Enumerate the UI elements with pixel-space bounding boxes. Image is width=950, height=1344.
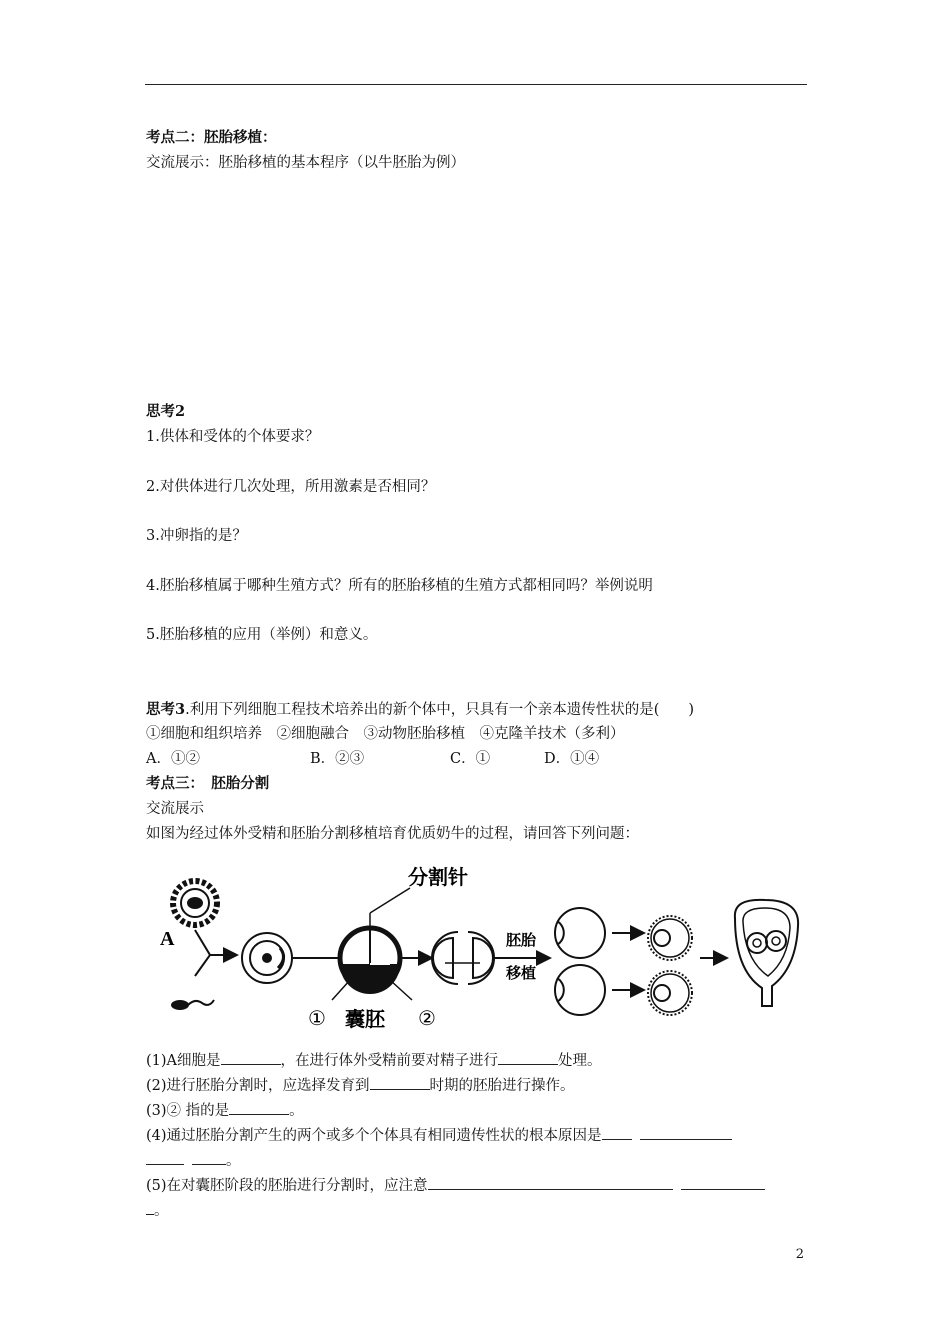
section2-title: 考点二：胚胎移植：	[146, 129, 277, 146]
label-2: ②	[418, 1006, 436, 1030]
question-5: (5)在对囊胚阶段的胚胎进行分割时，应注意	[146, 1174, 765, 1196]
blank-5a[interactable]	[428, 1174, 673, 1190]
pointer-1	[332, 980, 350, 1000]
blank-4b[interactable]	[640, 1124, 732, 1140]
question-4-cont: 。	[146, 1149, 241, 1171]
hatching-embryo-top	[648, 916, 692, 960]
blastocyst	[340, 928, 400, 994]
blank-3[interactable]	[229, 1099, 289, 1115]
blank-4a[interactable]	[602, 1124, 632, 1140]
choice-a: A．①②	[146, 751, 200, 767]
uterus-with-twins	[735, 900, 798, 1006]
label-a: A	[160, 928, 175, 950]
think2-q5: 5.胚胎移植的应用（举例）和意义。	[146, 627, 378, 643]
think3-question-line	[146, 700, 694, 720]
question-1: (1)A细胞是 ，在进行体外受精前要对精子进行 处理。	[146, 1049, 602, 1071]
header-rule	[145, 84, 807, 85]
half-embryo-bottom	[555, 965, 605, 1015]
question-5-cont: 。	[146, 1199, 169, 1221]
label-needle: 分割针	[408, 865, 468, 889]
choice-d: D．①④	[544, 751, 600, 767]
section3-intro: 交流展示	[146, 801, 204, 817]
question-3: (3)② 指的是 。	[146, 1099, 304, 1121]
blank-2[interactable]	[370, 1074, 430, 1090]
hatching-embryo-bottom	[648, 971, 692, 1015]
oocyte-a	[173, 881, 217, 925]
half-embryo-top	[555, 908, 605, 958]
blank-1a[interactable]	[221, 1049, 281, 1065]
think3-options-line: ①细胞和组织培养 ②细胞融合 ③动物胚胎移植 ④克隆羊技术（多利）	[146, 726, 625, 742]
fertilization-join-line	[195, 930, 210, 976]
needle-pointer	[370, 888, 410, 913]
zygote	[242, 933, 292, 983]
blank-5b[interactable]	[681, 1174, 765, 1190]
question-4: (4)通过胚胎分割产生的两个或多个个体具有相同遗传性状的根本原因是	[146, 1124, 732, 1146]
think3-question: .利用下列细胞工程技术培养出的新个体中，只具有一个亲本遗传性状的是( )	[185, 702, 695, 718]
section2-intro: 交流展示：胚胎移植的基本程序（以牛胚胎为例）	[146, 155, 465, 171]
blank-1b[interactable]	[498, 1049, 558, 1065]
page-number: 2	[795, 1247, 804, 1262]
question-2: (2)进行胚胎分割时，应选择发育到 时期的胚胎进行操作。	[146, 1074, 575, 1096]
think2-q2: 2.对供体进行几次处理，所用激素是否相同？	[146, 479, 436, 495]
label-transfer-1: 胚胎	[506, 931, 537, 949]
think2-q3: 3.冲卵指的是？	[146, 528, 247, 544]
think2-title: 思考2	[146, 403, 186, 420]
section3-title: 考点三： 胚胎分割	[146, 775, 270, 792]
blank-4c[interactable]	[146, 1149, 184, 1165]
choice-c: C．①	[450, 751, 491, 767]
embryo-splitting-diagram	[150, 858, 810, 1043]
sperm	[171, 1000, 214, 1010]
think2-q4: 4.胚胎移植属于哪种生殖方式？所有的胚胎移植的生殖方式都相同吗？举例说明	[146, 578, 653, 594]
blank-5c[interactable]	[146, 1199, 154, 1215]
label-1: ①	[308, 1006, 326, 1030]
blank-4d[interactable]	[192, 1149, 226, 1165]
section3-desc: 如图为经过体外受精和胚胎分割移植培育优质奶牛的过程，请回答下列问题：	[146, 826, 639, 842]
label-transfer-2: 移植	[506, 964, 537, 982]
think2-q1: 1.供体和受体的个体要求？	[146, 429, 320, 445]
split-embryo	[432, 932, 494, 984]
think3-label: 思考3	[146, 701, 186, 718]
pointer-2	[390, 980, 412, 1000]
choice-b: B．②③	[310, 751, 365, 767]
label-blastocyst: 囊胚	[345, 1007, 385, 1031]
